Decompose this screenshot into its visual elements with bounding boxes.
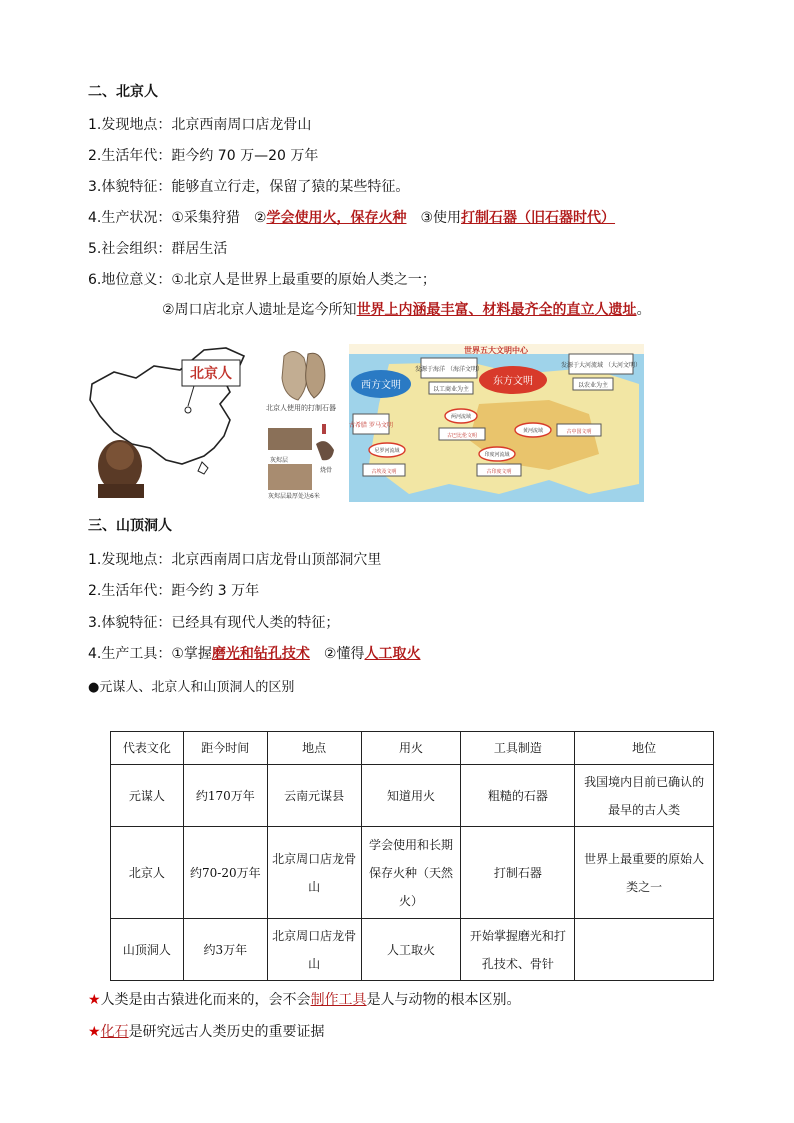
table-row — [111, 919, 714, 981]
section-title-upper-cave: 三、山顶洞人 — [88, 518, 172, 534]
site-suffix: 。 — [636, 302, 651, 318]
upper-cave-discovery-line: 1.发现地点：北京西南周口店龙骨山顶部洞穴里 — [88, 552, 382, 568]
table-cell: 开始掌握磨光和打孔技术、骨针 — [461, 919, 575, 981]
upper-cave-era-line: 2.生活年代：距今约 3 万年 — [88, 583, 260, 599]
beijing-discovery-line: 1.发现地点：北京西南周口店龙骨山 — [88, 117, 312, 133]
table-cell: 约70-20万年 — [183, 827, 267, 919]
upper-cave-tools-line — [88, 644, 420, 664]
table-cell: 约3万年 — [183, 919, 267, 981]
china-civ-label: 古中国文明 — [566, 429, 592, 435]
stone-tool-keypoint: 打制石器（旧石器时代） — [461, 210, 616, 226]
table-cell: 北京周口店龙骨山 — [267, 919, 361, 981]
egypt-label: 古埃及文明 — [371, 469, 397, 475]
river-label: 发源于大河流域 （大河文明） — [561, 362, 641, 369]
tools-prefix: 4.生产工具：①掌握 — [88, 646, 212, 662]
fire-keypoint: 学会使用火，保存火种 — [266, 210, 407, 226]
header-status: 地位 — [575, 732, 714, 765]
table-cell: 北京人 — [111, 827, 184, 919]
header-tools: 工具制造 — [461, 732, 575, 765]
beijing-organization-line: 5.社会组织：群居生活 — [88, 241, 228, 257]
ash-label: 灰烬层 — [270, 457, 289, 464]
commerce-label: 以工商业为主 — [432, 386, 470, 393]
upper-cave-features-line: 3.体貌特征：已经具有现代人类的特征； — [88, 615, 340, 631]
table-cell: 知道用火 — [361, 765, 461, 827]
tool-making-keypoint: 制作工具 — [310, 992, 367, 1008]
civ-map-title: 世界五大文明中心 — [464, 346, 528, 355]
india-label: 古印度文明 — [486, 469, 512, 475]
site-keypoint: 世界上内涵最丰富、材料最齐全的直立人遗址 — [356, 302, 637, 318]
ash-caption: 灰烬层最厚处达6米 — [268, 493, 320, 500]
table-cell: 约170万年 — [183, 765, 267, 827]
header-time: 距今时间 — [183, 732, 267, 765]
note-tool-making — [88, 990, 521, 1010]
five-civilizations-map — [349, 344, 644, 502]
china-map-image — [84, 344, 264, 502]
beijing-features-line: 3.体貌特征：能够直立行走，保留了猿的某些特征。 — [88, 179, 410, 195]
polish-drill-keypoint: 磨光和钻孔技术 — [211, 646, 310, 662]
note2-suffix: 是研究远古人类历史的重要证据 — [128, 1024, 325, 1040]
header-culture: 代表文化 — [111, 732, 184, 765]
table-cell: 人工取火 — [361, 919, 461, 981]
star-icon: ★ — [88, 992, 101, 1008]
header-location: 地点 — [267, 732, 361, 765]
star-icon: ★ — [88, 1024, 101, 1040]
babylon-label: 古巴比伦文明 — [446, 433, 478, 439]
greece-label: 古希腊 罗马文明 — [349, 422, 393, 429]
indus-label: 印度河流域 — [484, 452, 510, 458]
ocean-label: 发源于海洋 （海洋文明） — [415, 366, 483, 373]
beijing-production-line — [88, 208, 615, 228]
table-cell: 元谋人 — [111, 765, 184, 827]
table-header-row — [111, 732, 714, 765]
yellow-river-label: 黄河流域 — [522, 428, 544, 434]
note-fossils — [88, 1022, 325, 1042]
tool-caption: 北京人使用的打制石器 — [266, 404, 336, 412]
comparison-heading: ●元谋人、北京人和山顶洞人的区别 — [88, 680, 295, 695]
comparison-table — [110, 731, 714, 981]
beijing-significance-line: 6.地位意义：①北京人是世界上最重要的原始人类之一； — [88, 272, 436, 288]
fossil-keypoint: 化石 — [100, 1024, 129, 1040]
production-mid: ③使用 — [406, 210, 462, 226]
header-fire: 用火 — [361, 732, 461, 765]
table-cell: 粗糙的石器 — [461, 765, 575, 827]
table-row — [111, 827, 714, 919]
table-cell: 北京周口店龙骨山 — [267, 827, 361, 919]
nile-label: 尼罗河流域 — [374, 448, 400, 454]
table-cell: 山顶洞人 — [111, 919, 184, 981]
beijing-era-line: 2.生活年代：距今约 70 万—20 万年 — [88, 148, 319, 164]
table-row — [111, 765, 714, 827]
two-rivers-label: 两河流域 — [450, 414, 472, 420]
agri-label: 以农业为主 — [577, 382, 609, 389]
table-cell: 打制石器 — [461, 827, 575, 919]
table-cell: 世界上最重要的原始人类之一 — [575, 827, 714, 919]
table-cell — [575, 919, 714, 981]
beijing-site-line — [162, 300, 651, 320]
table-cell: 云南元谋县 — [267, 765, 361, 827]
note1-prefix: 人类是由古猿进化而来的，会不会 — [100, 992, 311, 1008]
illustration-row — [84, 344, 644, 502]
east-label: 东方文明 — [493, 376, 533, 387]
table-cell: 我国境内目前已确认的最早的古人类 — [575, 765, 714, 827]
note1-suffix: 是人与动物的根本区别。 — [366, 992, 521, 1008]
china-map-label: 北京人 — [190, 366, 232, 382]
section-title-beijing-man: 二、北京人 — [88, 84, 158, 100]
west-label: 西方文明 — [361, 380, 401, 391]
ember-label: 烧骨 — [320, 467, 333, 474]
table-cell: 学会使用和长期保存火种（天然火） — [361, 827, 461, 919]
tools-mid: ②懂得 — [309, 646, 365, 662]
artificial-fire-keypoint: 人工取火 — [364, 646, 421, 662]
production-prefix: 4.生产状况：①采集狩猎 ② — [88, 210, 267, 226]
site-prefix: ②周口店北京人遗址是迄今所知 — [162, 302, 357, 318]
